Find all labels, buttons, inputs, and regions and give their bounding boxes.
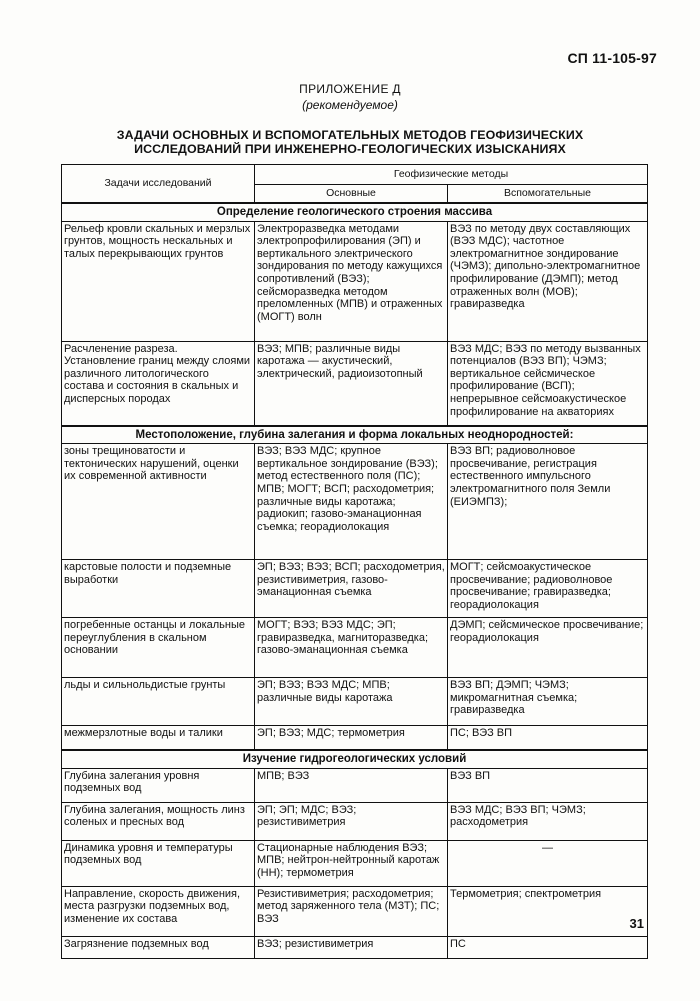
- cell-aux: ВЭЗ МДС; ВЭЗ ВП; ЧЭМЗ; расходометрия: [448, 802, 648, 840]
- table-row: [62, 560, 648, 618]
- cell-main: Электроразведка методами электропрофилирования (ЭП) и вертикального электрического зондирования по методу кажущихся сопротивлений (ВЭЗ); сейсморазведка методом преломленных (МПВ) и отраженных (МОГТ) волн: [255, 221, 448, 341]
- cell-aux: ДЭМП; сейсмическое просвечивание; георадиолокация: [448, 618, 648, 678]
- table-row: [62, 886, 648, 936]
- title-line-2: ИССЛЕДОВАНИЙ ПРИ ИНЖЕНЕРНО-ГЕОЛОГИЧЕСКИХ ИЗЫСКАНИЯХ: [134, 142, 566, 156]
- header-methods: Геофизические методы: [255, 165, 648, 185]
- header-main: Основные: [255, 185, 448, 204]
- cell-main: ВЭЗ; ВЭЗ МДС; крупное вертикальное зондирование (ВЭЗ); метод естественного поля (ПС); МПВ; МОГТ; ВСП; расходометрия; различные виды каротажа; радиокип; газово-эманационная съемка; георадиолокация: [255, 444, 448, 560]
- title-line-1: ЗАДАЧИ ОСНОВНЫХ И ВСПОМОГАТЕЛЬНЫХ МЕТОДОВ ГЕОФИЗИЧЕСКИХ: [116, 128, 584, 142]
- section-row: [62, 426, 648, 444]
- cell-main: ВЭЗ; резистивиметрия: [255, 936, 448, 958]
- cell-task: Направление, скорость движения, места разгрузки подземных вод, изменение их состава: [62, 886, 255, 936]
- cell-main: ЭП; ВЭЗ; МДС; термометрия: [255, 726, 448, 751]
- cell-aux: ВЭЗ ВП; радиоволновое просвечивание, регистрация естественного импульсного электромагнитного поля Земли (ЕИЭМПЗ);: [448, 444, 648, 560]
- cell-task: погребенные останцы и локальные переуглубления в скальном основании: [62, 618, 255, 678]
- table-row: [62, 936, 648, 958]
- cell-task: Рельеф кровли скальных и мерзлых грунтов, мощность нескальных и талых перекрывающих грунтов: [62, 221, 255, 341]
- cell-task: межмерзлотные воды и талики: [62, 726, 255, 751]
- cell-task: Расчленение разреза. Установление границ между слоями различного литологического состава и состояния в скальных и дисперсных породах: [62, 341, 255, 426]
- table-row: [62, 768, 648, 802]
- page-title: [0, 128, 700, 156]
- section-row: [62, 750, 648, 768]
- section-title: Определение геологического строения массива: [62, 203, 648, 221]
- table-row: [62, 840, 648, 886]
- cell-task: карстовые полости и подземные выработки: [62, 560, 255, 618]
- section-title: Изучение гидрогеологических условий: [62, 750, 648, 768]
- cell-task: Глубина залегания, мощность линз соленых и пресных вод: [62, 802, 255, 840]
- cell-task: Глубина залегания уровня подземных вод: [62, 768, 255, 802]
- methods-table: [61, 164, 648, 959]
- cell-main: ЭП; ВЭЗ; ВЭЗ МДС; МПВ; различные виды каротажа: [255, 678, 448, 726]
- document-code: СП 11-105-97: [567, 50, 657, 66]
- cell-task: зоны трещиноватости и тектонических нарушений, оценки их современной активности: [62, 444, 255, 560]
- cell-task: льды и сильнольдистые грунты: [62, 678, 255, 726]
- cell-task: Динамика уровня и температуры подземных вод: [62, 840, 255, 886]
- page-number: 31: [629, 916, 644, 931]
- cell-aux: ВЭЗ ВП: [448, 768, 648, 802]
- cell-main: ЭП; ВЭЗ; ВЭЗ; ВСП; расходометрия, резистивиметрия, газово-эманационная съемка: [255, 560, 448, 618]
- cell-main: ВЭЗ; МПВ; различные виды каротажа — акустический, электрический, радиоизотопный: [255, 341, 448, 426]
- cell-aux: ПС: [448, 936, 648, 958]
- cell-aux: Термометрия; спектрометрия: [448, 886, 648, 936]
- cell-aux: ВЭЗ МДС; ВЭЗ по методу вызванных потенциалов (ВЭЗ ВП); ЧЭМЗ; вертикальное сейсмическое профилирование (ВСП); непрерывное сейсмоакустическое профилирование на акваториях: [448, 341, 648, 426]
- cell-aux: —: [448, 840, 648, 886]
- cell-main: ЭП; ЭП; МДС; ВЭЗ; резистивиметрия: [255, 802, 448, 840]
- cell-aux: ПС; ВЭЗ ВП: [448, 726, 648, 751]
- table-header-row: [62, 165, 648, 185]
- table-row: [62, 726, 648, 751]
- table-row: [62, 221, 648, 341]
- section-row: [62, 203, 648, 221]
- cell-main: МОГТ; ВЭЗ; ВЭЗ МДС; ЭП; гравиразведка, магниторазведка; газово-эманационная съемка: [255, 618, 448, 678]
- table-row: [62, 444, 648, 560]
- cell-main: МПВ; ВЭЗ: [255, 768, 448, 802]
- cell-main: Резистивиметрия; расходометрия; метод заряженного тела (МЗТ); ПС; ВЭЗ: [255, 886, 448, 936]
- cell-aux: ВЭЗ ВП; ДЭМП; ЧЭМЗ; микромагнитная съемка; гравиразведка: [448, 678, 648, 726]
- section-title: Местоположение, глубина залегания и форма локальных неоднородностей:: [62, 426, 648, 444]
- cell-main: Стационарные наблюдения ВЭЗ; МПВ; нейтрон-нейтронный каротаж (НН); термометрия: [255, 840, 448, 886]
- table-row: [62, 341, 648, 426]
- table-row: [62, 618, 648, 678]
- header-aux: Вспомогательные: [448, 185, 648, 204]
- header-tasks: Задачи исследований: [62, 165, 255, 204]
- cell-task: Загрязнение подземных вод: [62, 936, 255, 958]
- cell-aux: ВЭЗ по методу двух составляющих (ВЭЗ МДС); частотное электромагнитное зондирование (ЧЭМЗ); дипольно-электромагнитное профилирование (ДЭМП); метод отраженных волн (МОВ); гравиразведка: [448, 221, 648, 341]
- table-row: [62, 678, 648, 726]
- cell-aux: МОГТ; сейсмоакустическое просвечивание; радиоволновое просвечивание; гравиразведка; георадиолокация: [448, 560, 648, 618]
- appendix-label: ПРИЛОЖЕНИЕ Д: [299, 82, 401, 96]
- table-row: [62, 802, 648, 840]
- appendix-note: (рекомендуемое): [302, 98, 398, 112]
